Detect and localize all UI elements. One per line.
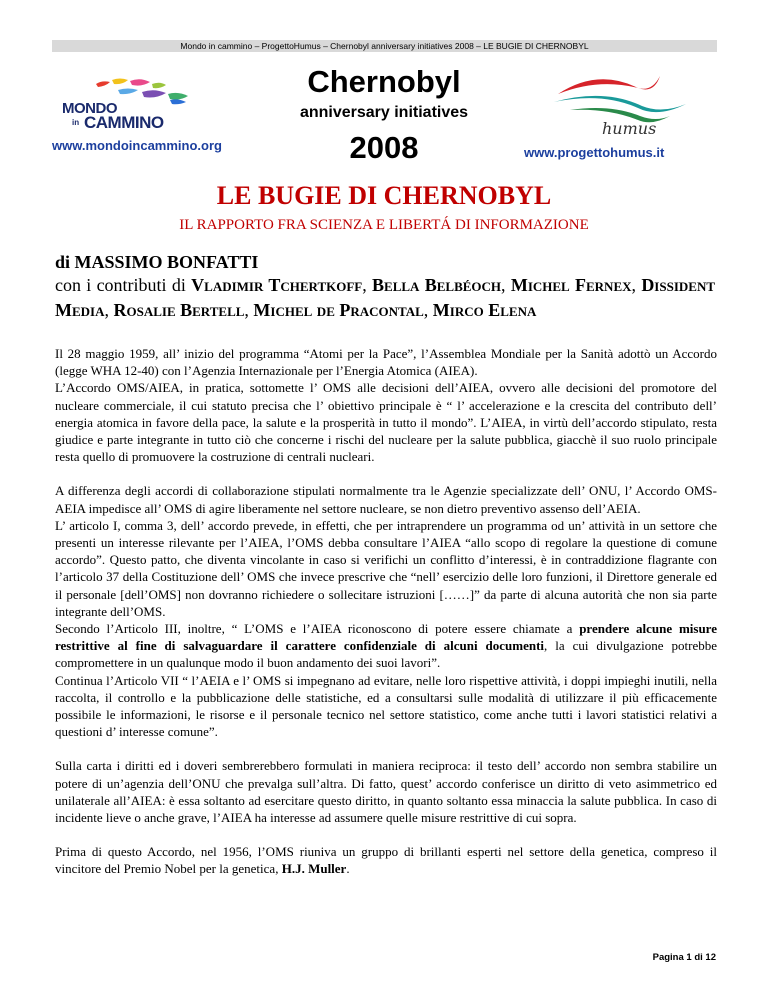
paragraph xyxy=(55,620,717,672)
contributors-prefix: con i contributi di xyxy=(55,275,186,295)
paragraph xyxy=(55,843,717,877)
contributor: Mirco Elena xyxy=(432,300,537,320)
author-name: MASSIMO BONFATTI xyxy=(74,252,259,272)
humus-waves-icon xyxy=(540,72,710,140)
paragraph: L’ articolo I, comma 3, dell’ accordo prevede, in effetti, che per intraprendere un programma od un’ attività in un settore che presenti un interesse rilevante per l’AIEA, l’OMS debba consultare l’AIEA “allo scopo di regolare la questione di comune accordo”. Questo patto, che diventa vincolante in caso si verifichi un conflitto d’interessi, è in contraddizione flagrante con l’articolo 37 della Costituzione dell’ OMS che invece prescrive che “nell’ esercizio delle loro funzioni, il Direttore generale ed il personale [dell’OMS] non dovranno richiedere o sollecitare istruzioni [……]” da parte di alcuna autorità che non sia parte integrante dell’OMS. xyxy=(55,517,717,619)
text-run: . xyxy=(346,861,350,877)
paragraph: A differenza degli accordi di collaborazione stipulati normalmente tra le Agenzie specializzate dell’ ONU, l’ Accordo OMS-AEIA impedisce all’ OMS di agire liberamente nel settore nucleare, se non dietro preventivo assenso dell’AEIA. xyxy=(55,483,717,516)
mondoincammino-url[interactable]: www.mondoincammino.org xyxy=(52,138,222,153)
contributor: Dissident Media xyxy=(55,275,716,320)
text-run: Prima di questo Accordo, nel 1956, l’OMS riuniva un gruppo di brillanti esperti nel settore della genetica, compreso il vincitore del Premio Nobel per la genetica, xyxy=(55,844,717,877)
contributor: Michel de Pracontal xyxy=(253,300,424,320)
contributor: Rosalie Bertell xyxy=(113,300,245,320)
logo-word-mondo: MONDO xyxy=(62,100,117,117)
text-run: Secondo l’Articolo III, inoltre, “ L’OMS e l’AIEA riconoscono di potere essere chiamate a xyxy=(55,621,580,637)
paragraph: L’Accordo OMS/AIEA, in pratica, sottomette l’ OMS alle decisioni dell’AIEA, ovvero alle decisioni del promotore del nucleare commerciale, il cui statuto precisa che l’ obiettivo principale è “ l’ accelerazione e la crescita del contributo dell’ energia atomica in favore della pace, la salute e la prosperità in tutto il mondo”. L’AIEA, in virtù dell’accordo stipulato, resta giudice e parte integrante in tutto ciò che concerne i rischi del nucleare per la salute pubblica, giacchè il suo ruolo principale resta quello di promuovere la costruzione di centrali nucleari. xyxy=(55,380,717,465)
article-body xyxy=(55,345,717,895)
event-subtitle: anniversary initiatives xyxy=(299,104,469,121)
progettohumus-url[interactable]: www.progettohumus.it xyxy=(524,145,665,160)
event-year: 2008 xyxy=(349,130,419,165)
contributor: Vladimir Tchertkoff xyxy=(191,275,363,295)
page-number: Pagina 1 di 12 xyxy=(652,952,716,963)
author-line xyxy=(55,251,258,273)
humus-logo xyxy=(540,72,710,140)
event-title: Chernobyl xyxy=(307,64,461,99)
contributor: Bella Belbéoch xyxy=(372,275,502,295)
text-run: , la cui divulgazione potrebbe compromettere in un qualunque modo il buon andamento dei suoi lavori”. xyxy=(55,638,718,671)
event-heading xyxy=(268,64,500,166)
document-title: LE BUGIE DI CHERNOBYL xyxy=(216,181,552,210)
paragraph: Sulla carta i diritti ed i doveri sembrerebbero formulati in maniera reciproca: il testo dell’ accordo non sembra stabilire un potere di un’agenzia dell’ONU che prevalga sull’altra. Di fatto, quest’ accordo conferisce un diritto di veto asimmetrico ed unilaterale all’AIEA: è essa soltanto ad esercitare questo diritto, in quanto soltanto essa minaccia la salute pubblica. In caso di incidente lieve o anche grave, l’AIEA ha interesse ad assumere quelle misure restrittive di cui sopra. xyxy=(55,758,717,826)
emphasis-text: H.J. Muller xyxy=(281,861,347,877)
emphasis-text: prendere alcune misure restrittive al fine di salvaguardare il carattere confidenziale di alcuni documenti xyxy=(55,621,717,654)
running-header: Mondo in cammino – ProgettoHumus – Chernobyl anniversary initiatives 2008 – LE BUGIE DI CHERNOBYL xyxy=(52,40,717,52)
logo-word-cammino: CAMMINO xyxy=(84,113,164,132)
humus-wordmark: humus xyxy=(602,119,657,138)
contributors-line: con i contributi di Vladimir Tchertkoff, Bella Belbéoch, Michel Fernex, Dissident Media, Rosalie Bertell, Michel de Pracontal, Mirco Elena xyxy=(55,275,716,320)
paragraph: Il 28 maggio 1959, all’ inizio del programma “Atomi per la Pace”, l’Assemblea Mondiale per la Sanità adottò un Accordo (legge WHA 12-40) con l’Agenzia Internazionale per l’Energia Atomica (AIEA). xyxy=(55,346,717,379)
author-prefix: di xyxy=(55,252,71,272)
contributor: Michel Fernex xyxy=(510,275,632,295)
paragraph: Continua l’Articolo VII “ l’AEIA e l’ OMS si impegnano ad evitare, nelle loro rispettive attività, i doppi impieghi inutili, nella raccolta, il controllo e la pubblicazione delle statistiche, ed a consultarsi sulle modalità di utilizzare il più efficacemente possibile le informazioni, le risorse e il personale tecnico nel settore statistico, come anche tutti i lavori statistici relativi a questioni d’ interesse comune”. xyxy=(55,672,717,740)
logo-word-in: in xyxy=(72,118,80,127)
document-subtitle: IL RAPPORTO FRA SCIENZA E LIBERTÁ DI INFORMAZIONE xyxy=(179,217,589,233)
